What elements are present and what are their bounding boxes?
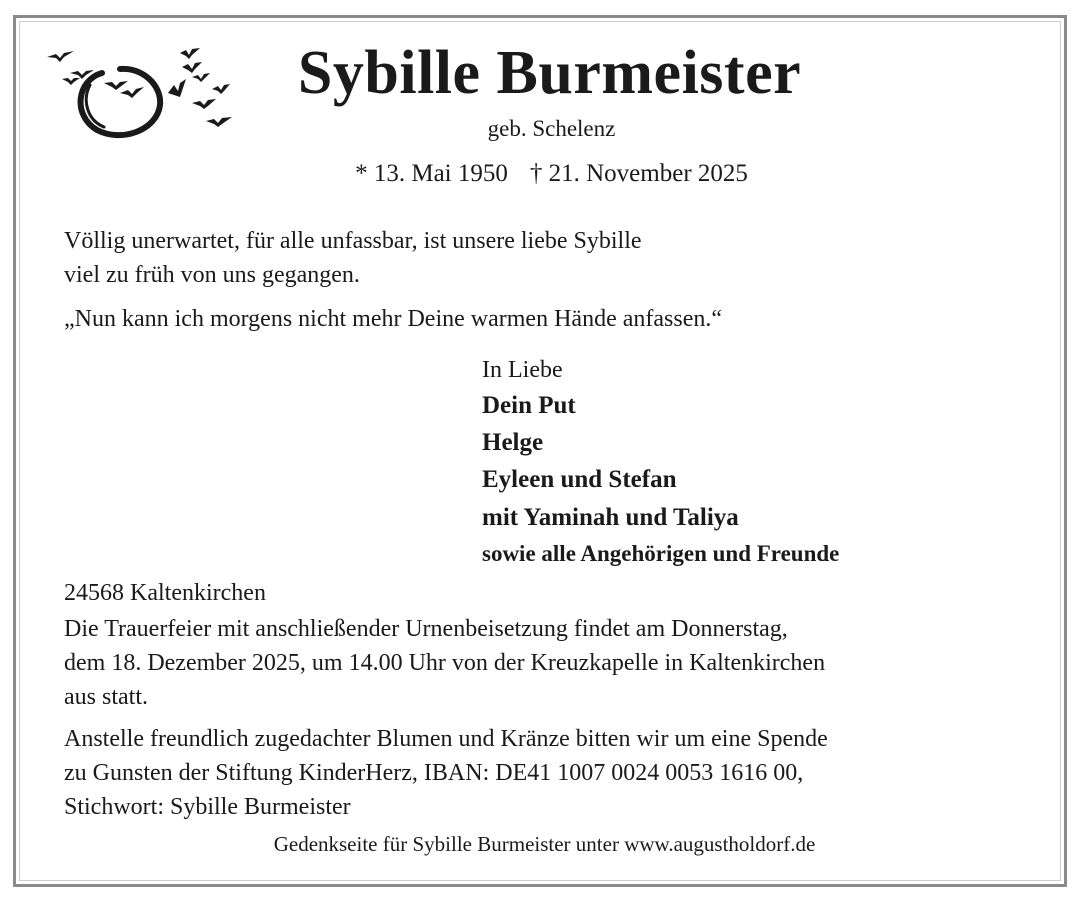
ceremony-line-2: dem 18. Dezember 2025, um 14.00 Uhr von der Kreuzkapelle in Kaltenkirchen — [64, 650, 826, 676]
signature-name: Helge — [482, 429, 544, 456]
message-line-1: Völlig unerwartet, für alle unfassbar, ist unsere liebe Sybille — [64, 228, 642, 254]
place: 24568 Kaltenkirchen — [64, 580, 266, 606]
signature-intro: In Liebe — [482, 357, 563, 383]
deceased-name: Sybille Burmeister — [297, 39, 802, 107]
quote: „Nun kann ich morgens nicht mehr Deine warmen Hände anfassen.“ — [64, 306, 722, 332]
death-date: † 21. November 2025 — [529, 160, 748, 187]
donation-line-1: Anstelle freundlich zugedachter Blumen und Kränze bitten wir um eine Spende — [64, 726, 828, 752]
donation-line-3: Stichwort: Sybille Burmeister — [64, 794, 351, 820]
ceremony-line-1: Die Trauerfeier mit anschließender Urnenbeisetzung findet am Donnerstag, — [64, 616, 788, 642]
maiden-name: geb. Schelenz — [487, 116, 616, 141]
memorial-page-note: Gedenkseite für Sybille Burmeister unter www.augustholdorf.de — [273, 832, 816, 856]
donation-line-2: zu Gunsten der Stiftung KinderHerz, IBAN: DE41 1007 0024 0053 1616 00, — [64, 760, 804, 786]
signature-name: Eyleen und Stefan — [482, 466, 677, 493]
signature-name: Dein Put — [482, 392, 576, 419]
life-dates — [0, 160, 1079, 188]
signature-name: mit Yaminah und Taliya — [482, 504, 739, 531]
message-line-2: viel zu früh von uns gegangen. — [64, 262, 360, 288]
birth-date: * 13. Mai 1950 — [355, 160, 508, 187]
signature-name: sowie alle Angehörigen und Freunde — [482, 541, 840, 566]
ceremony-line-3: aus statt. — [64, 684, 148, 710]
